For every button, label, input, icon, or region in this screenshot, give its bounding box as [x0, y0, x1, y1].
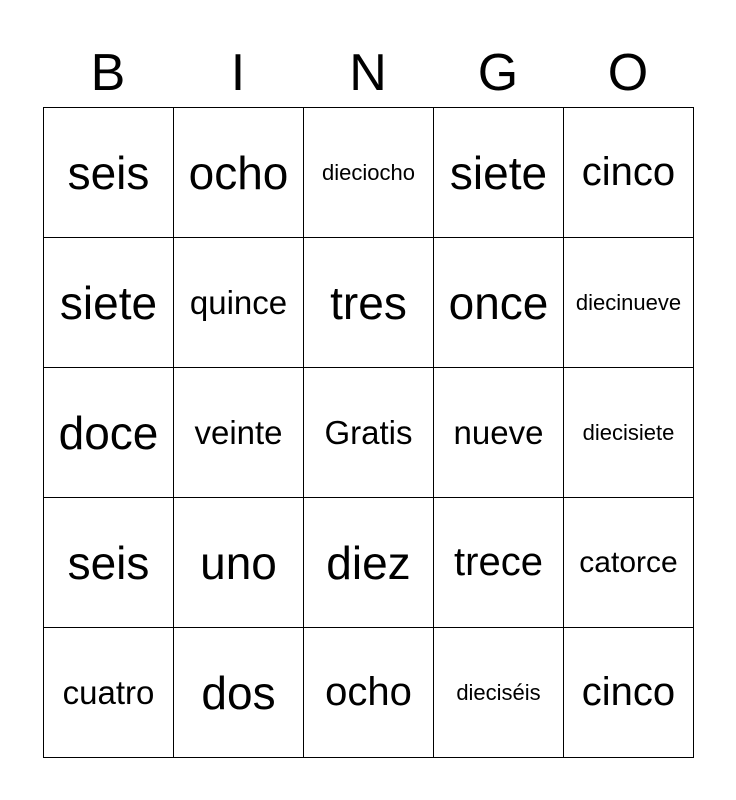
bingo-cell-r5-c5[interactable]: cinco — [564, 628, 694, 758]
header-letter-i: I — [230, 44, 246, 102]
bingo-cell-r4-c1[interactable]: seis — [44, 498, 174, 628]
header-letter-o: O — [607, 44, 649, 102]
bingo-cell-r3-c5[interactable]: diecisiete — [564, 368, 694, 498]
bingo-cell-r2-c5[interactable]: diecinueve — [564, 238, 694, 368]
bingo-cell-r2-c1[interactable]: siete — [44, 238, 174, 368]
header-letter-b: B — [90, 44, 126, 102]
bingo-cell-r1-c4[interactable]: siete — [434, 108, 564, 238]
header-letter-g: G — [477, 44, 519, 102]
bingo-board — [43, 107, 694, 758]
bingo-cell-r2-c4[interactable]: once — [434, 238, 564, 368]
bingo-cell-r1-c5[interactable]: cinco — [564, 108, 694, 238]
bingo-cell-r5-c4[interactable]: dieciséis — [434, 628, 564, 758]
bingo-cell-r5-c3[interactable]: ocho — [304, 628, 434, 758]
header-letter-n: N — [349, 44, 387, 102]
bingo-cell-r5-c2[interactable]: dos — [174, 628, 304, 758]
bingo-cell-r2-c2[interactable]: quince — [174, 238, 304, 368]
bingo-cell-r4-c4[interactable]: trece — [434, 498, 564, 628]
bingo-cell-r3-c3-free[interactable]: Gratis — [304, 368, 434, 498]
bingo-cell-r4-c5[interactable]: catorce — [564, 498, 694, 628]
bingo-cell-r3-c1[interactable]: doce — [44, 368, 174, 498]
bingo-cell-r2-c3[interactable]: tres — [304, 238, 434, 368]
bingo-cell-r4-c2[interactable]: uno — [174, 498, 304, 628]
bingo-cell-r3-c4[interactable]: nueve — [434, 368, 564, 498]
bingo-cell-r4-c3[interactable]: diez — [304, 498, 434, 628]
bingo-cell-r5-c1[interactable]: cuatro — [44, 628, 174, 758]
bingo-header — [43, 40, 693, 106]
bingo-cell-r3-c2[interactable]: veinte — [174, 368, 304, 498]
bingo-cell-r1-c1[interactable]: seis — [44, 108, 174, 238]
bingo-cell-r1-c2[interactable]: ocho — [174, 108, 304, 238]
bingo-cell-r1-c3[interactable]: dieciocho — [304, 108, 434, 238]
